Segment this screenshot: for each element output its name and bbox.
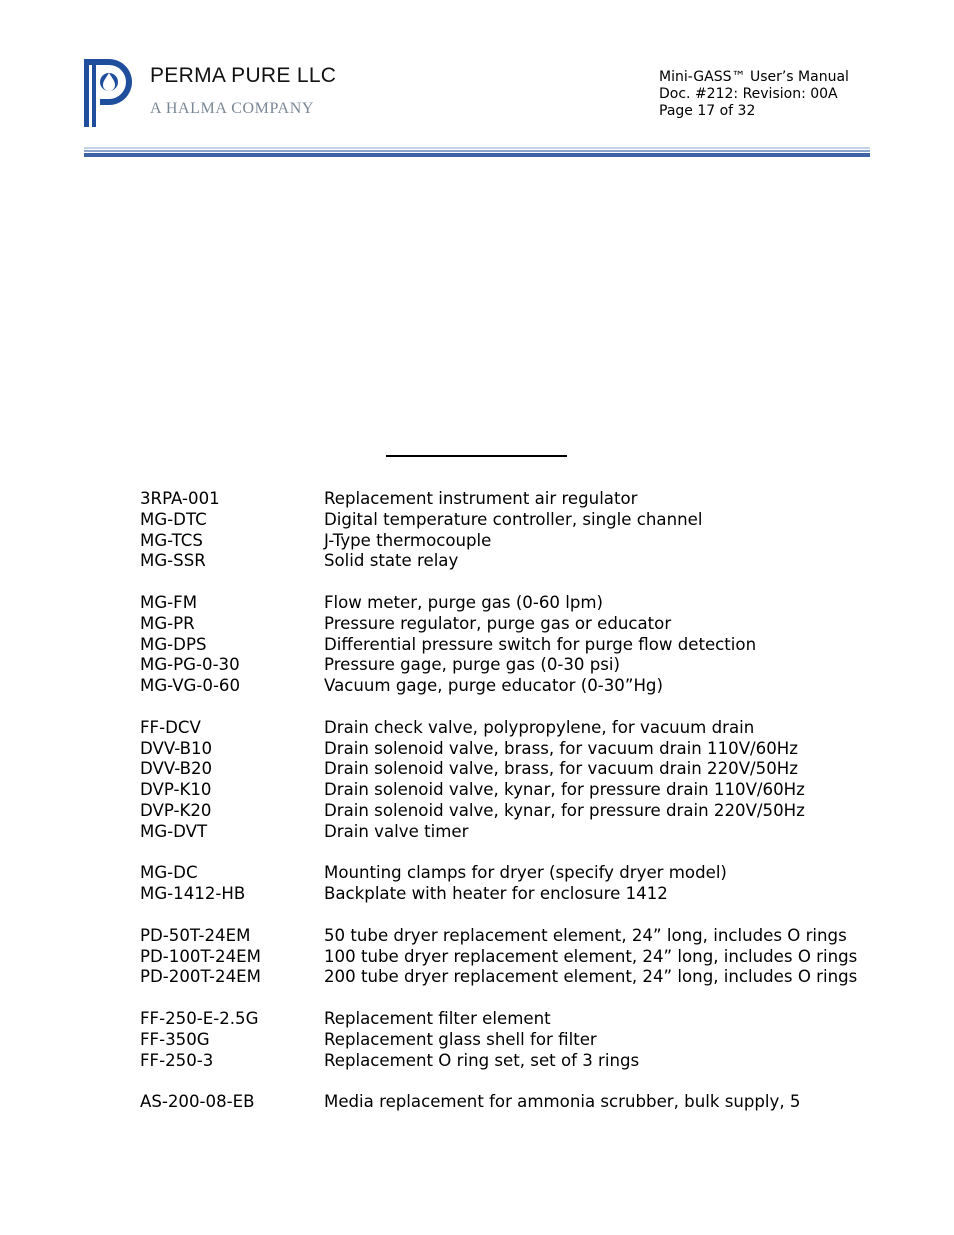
part-description: Solid state relay <box>324 551 459 571</box>
part-description: Replacement filter element <box>324 1008 551 1028</box>
part-number: FF-350G <box>140 1029 210 1049</box>
part-number: AS-200-08-EB <box>140 1092 255 1112</box>
group-spacer <box>140 697 880 718</box>
part-description: Drain valve timer <box>324 821 469 841</box>
part-row <box>140 614 880 635</box>
page-number: Page 17 of 32 <box>659 103 756 119</box>
part-description: Replacement glass shell for filter <box>324 1029 597 1049</box>
part-description: Mounting clamps for dryer (specify dryer model) <box>324 863 727 883</box>
part-row <box>140 822 880 843</box>
part-number: DVP-K20 <box>140 800 212 820</box>
part-number: FF-DCV <box>140 717 201 737</box>
part-number: MG-DPS <box>140 634 207 654</box>
part-row <box>140 967 880 988</box>
document-number: Doc. #212: Revision: 00A <box>659 86 838 102</box>
group-spacer <box>140 843 880 864</box>
part-row <box>140 655 880 676</box>
part-description: Flow meter, purge gas (0-60 lpm) <box>324 592 604 612</box>
part-description: Digital temperature controller, single channel <box>324 509 703 529</box>
part-number: DVV-B10 <box>140 738 213 758</box>
group-spacer <box>140 1071 880 1092</box>
part-description: Drain check valve, polypropylene, for vacuum drain <box>324 717 755 737</box>
part-description: Pressure regulator, purge gas or educator <box>324 613 672 633</box>
part-row <box>140 676 880 697</box>
part-number: MG-1412-HB <box>140 884 246 904</box>
part-description: 200 tube dryer replacement element, 24” long, includes O rings <box>324 967 858 987</box>
group-spacer <box>140 572 880 593</box>
part-row <box>140 1009 880 1030</box>
part-row <box>140 863 880 884</box>
part-number: 3RPA-001 <box>140 489 220 508</box>
part-description: Drain solenoid valve, kynar, for pressure drain 110V/60Hz <box>324 780 805 800</box>
part-row <box>140 593 880 614</box>
part-row <box>140 635 880 656</box>
group-spacer <box>140 905 880 926</box>
part-description: Replacement instrument air regulator <box>324 489 638 508</box>
part-description: Replacement O ring set, set of 3 rings <box>324 1050 640 1070</box>
part-row <box>140 1030 880 1051</box>
part-number: MG-FM <box>140 592 198 612</box>
part-row <box>140 531 880 552</box>
part-number: PD-50T-24EM <box>140 925 251 945</box>
part-row <box>140 884 880 905</box>
company-subtitle: A HALMA COMPANY <box>150 100 314 117</box>
part-description: Drain solenoid valve, kynar, for pressure drain 220V/50Hz <box>324 800 805 820</box>
part-number: MG-PG-0-30 <box>140 655 240 675</box>
part-number: MG-PR <box>140 613 195 633</box>
part-row <box>140 739 880 760</box>
part-description: Backplate with heater for enclosure 1412 <box>324 884 668 904</box>
manual-title: Mini-GASS™ User’s Manual <box>659 69 849 85</box>
part-number: MG-DTC <box>140 509 207 529</box>
group-spacer <box>140 988 880 1009</box>
part-row <box>140 1051 880 1072</box>
company-name: PERMA PURE LLC <box>150 64 337 87</box>
section-heading-underline <box>386 455 567 457</box>
perma-pure-logo-icon <box>82 55 134 129</box>
part-description: 50 tube dryer replacement element, 24” long, includes O rings <box>324 925 847 945</box>
part-row <box>140 718 880 739</box>
part-row <box>140 489 880 510</box>
part-description: Vacuum gage, purge educator (0-30”Hg) <box>324 676 663 696</box>
part-description: Drain solenoid valve, brass, for vacuum drain 220V/50Hz <box>324 759 798 779</box>
part-description: Differential pressure switch for purge flow detection <box>324 634 757 654</box>
part-description: Pressure gage, purge gas (0-30 psi) <box>324 655 621 675</box>
part-row <box>140 1092 880 1113</box>
part-row <box>140 759 880 780</box>
part-number: PD-100T-24EM <box>140 946 261 966</box>
part-description: J-Type thermocouple <box>324 530 492 550</box>
part-number: DVV-B20 <box>140 759 213 779</box>
part-number: MG-TCS <box>140 530 203 550</box>
part-row <box>140 551 880 572</box>
document-info <box>659 69 849 120</box>
part-number: MG-VG-0-60 <box>140 676 241 696</box>
header-divider <box>84 147 870 158</box>
part-description: Media replacement for ammonia scrubber, bulk supply, 5 <box>324 1092 801 1112</box>
part-number: MG-DC <box>140 863 198 883</box>
part-row <box>140 780 880 801</box>
part-row <box>140 801 880 822</box>
part-row <box>140 947 880 968</box>
part-number: FF-250-3 <box>140 1050 214 1070</box>
part-description: Drain solenoid valve, brass, for vacuum drain 110V/60Hz <box>324 738 798 758</box>
part-number: PD-200T-24EM <box>140 967 261 987</box>
part-number: FF-250-E-2.5G <box>140 1008 259 1028</box>
part-description: 100 tube dryer replacement element, 24” long, includes O rings <box>324 946 858 966</box>
part-row <box>140 510 880 531</box>
part-number: MG-SSR <box>140 551 206 571</box>
part-row <box>140 926 880 947</box>
spare-parts-list <box>140 489 880 1113</box>
part-number: DVP-K10 <box>140 780 212 800</box>
part-number: MG-DVT <box>140 821 208 841</box>
